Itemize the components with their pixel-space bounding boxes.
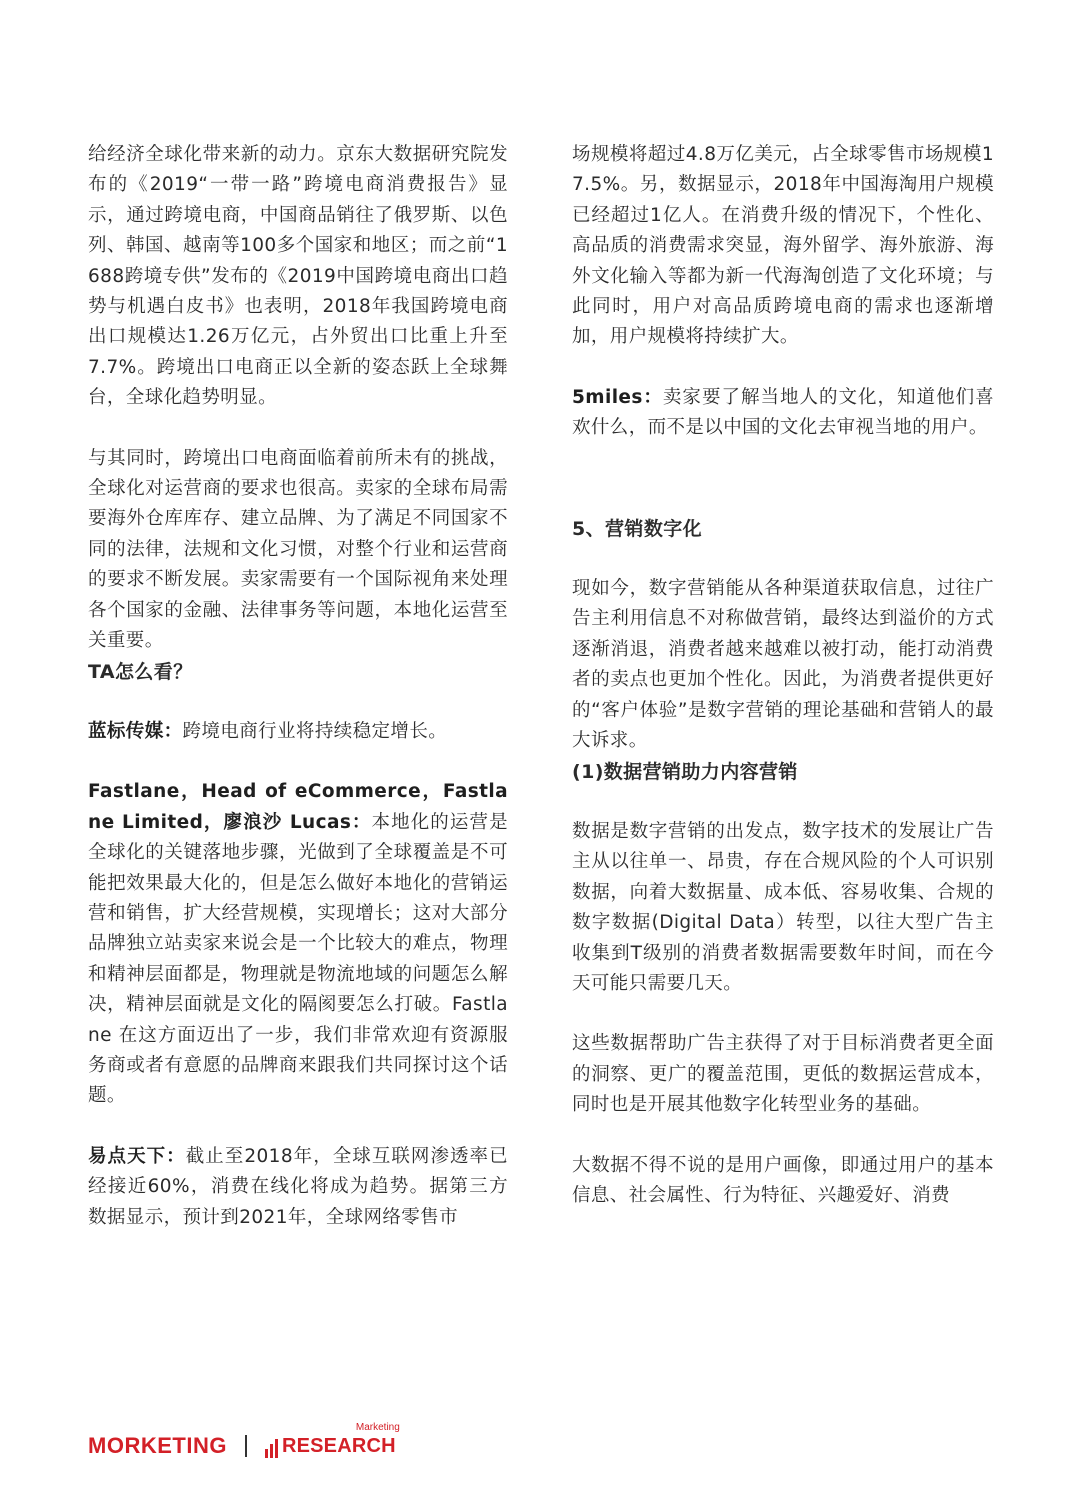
quote-text: 跨境电商行业将持续稳定增长。 (182, 720, 448, 742)
quote-paragraph (88, 777, 508, 1111)
section-heading: TA怎么看？ (88, 660, 193, 683)
paragraph: 现如今，数字营销能从各种渠道获取信息，过往广告主利用信息不对称做营销，最终达到溢价的方式逐渐消退，消费者越来越难以被打动，能打动消费者的卖点也更加个性化。因此，为消费者提供更好的“客户体验”是数字营销的理论基础和营销人的最大诉求。 (572, 578, 994, 752)
footer-logos (88, 1421, 400, 1464)
research-logo (265, 1421, 400, 1458)
sub-heading: (1)数据营销助力内容营销 (572, 760, 798, 783)
quote-source: 易点天下： (88, 1145, 186, 1167)
quote-paragraph (88, 1142, 508, 1233)
paragraph: 这些数据帮助广告主获得了对于目标消费者更全面的洞察、更广的覆盖范围，更低的数据运营成本，同时也是开展其他数字化转型业务的基础。 (572, 1033, 994, 1116)
quote-paragraph (88, 717, 508, 747)
quote-text: 卖家要了解当地人的文化，知道他们喜欢什么，而不是以中国的文化去审视当地的用户。 (572, 386, 994, 439)
paragraph: 数据是数字营销的出发点，数字技术的发展让广告主从以往单一、昂贵，存在合规风险的个人可识别数据，向着大数据量、成本低、容易收集、合规的数字数据(Digital Data）转型，以往大型广告主收集到T级别的消费者数据需要数年时间，而在今天可能只需要几天。 (572, 820, 994, 994)
research-logo-text: RESEARCH (281, 1434, 396, 1457)
morketing-logo: MORKETING (88, 1433, 227, 1458)
section-heading: 5、营销数字化 (572, 517, 703, 540)
right-column (572, 140, 994, 1211)
quote-source: Fastlane，Head of eCommerce，Fastlane Limited，廖浪沙 Lucas： (88, 781, 508, 833)
paragraph: 大数据不得不说的是用户画像，即通过用户的基本信息、社会属性、行为特征、兴趣爱好、消费 (572, 1154, 994, 1206)
quote-source: 蓝标传媒： (88, 720, 183, 742)
logo-divider (245, 1435, 247, 1457)
left-column (88, 140, 508, 1233)
quote-source: 5miles： (572, 386, 663, 408)
quote-text: 截止至2018年，全球互联网渗透率已经接近60%，消费在线化将成为趋势。据第三方数据显示，预计到2021年，全球网络零售市 (88, 1145, 508, 1228)
research-logo-subtext: Marketing (355, 1421, 400, 1433)
quote-paragraph (572, 383, 994, 444)
bars-icon (265, 1439, 280, 1458)
paragraph: 给经济全球化带来新的动力。京东大数据研究院发布的《2019“一带一路”跨境电商消费报告》显示，通过跨境电商，中国商品销往了俄罗斯、以色列、韩国、越南等100多个国家和地区；而之前“1688跨境专供”发布的《2019中国跨境电商出口趋势与机遇白皮书》也表明，2018年我国跨境电商出口规模达1.26万亿元，占外贸出口比重上升至7.7%。跨境出口电商正以全新的姿态跃上全球舞台，全球化趋势明显。 (88, 144, 508, 409)
paragraph: 与其同时，跨境出口电商面临着前所未有的挑战，全球化对运营商的要求也很高。卖家的全球布局需要海外仓库库存、建立品牌、为了满足不同国家不同的法律，法规和文化习惯，对整个行业和运营商的要求不断发展。卖家需要有一个国际视角来处理各个国家的金融、法律事务等问题，本地化运营至关重要。 (88, 447, 508, 652)
quote-text: 本地化的运营是全球化的关键落地步骤，光做到了全球覆盖是不可能把效果最大化的，但是怎么做好本地化的营销运营和销售，扩大经营规模，实现增长；这对大部分品牌独立站卖家来说会是一个比较大的难点，物理和精神层面都是，物理就是物流地域的问题怎么解决，精神层面就是文化的隔阂要怎么打破。Fastlane 在这方面迈出了一步，我们非常欢迎有资源服务商或者有意愿的品牌商来跟我们共同探讨这个话题。 (88, 811, 508, 1107)
paragraph: 场规模将超过4.8万亿美元，占全球零售市场规模17.5%。另，数据显示，2018年中国海淘用户规模已经超过1亿人。在消费升级的情况下，个性化、高品质的消费需求突显，海外留学、海外旅游、海外文化输入等都为新一代海淘创造了文化环境；与此同时，用户对高品质跨境电商的需求也逐渐增加，用户规模将持续扩大。 (572, 144, 994, 348)
